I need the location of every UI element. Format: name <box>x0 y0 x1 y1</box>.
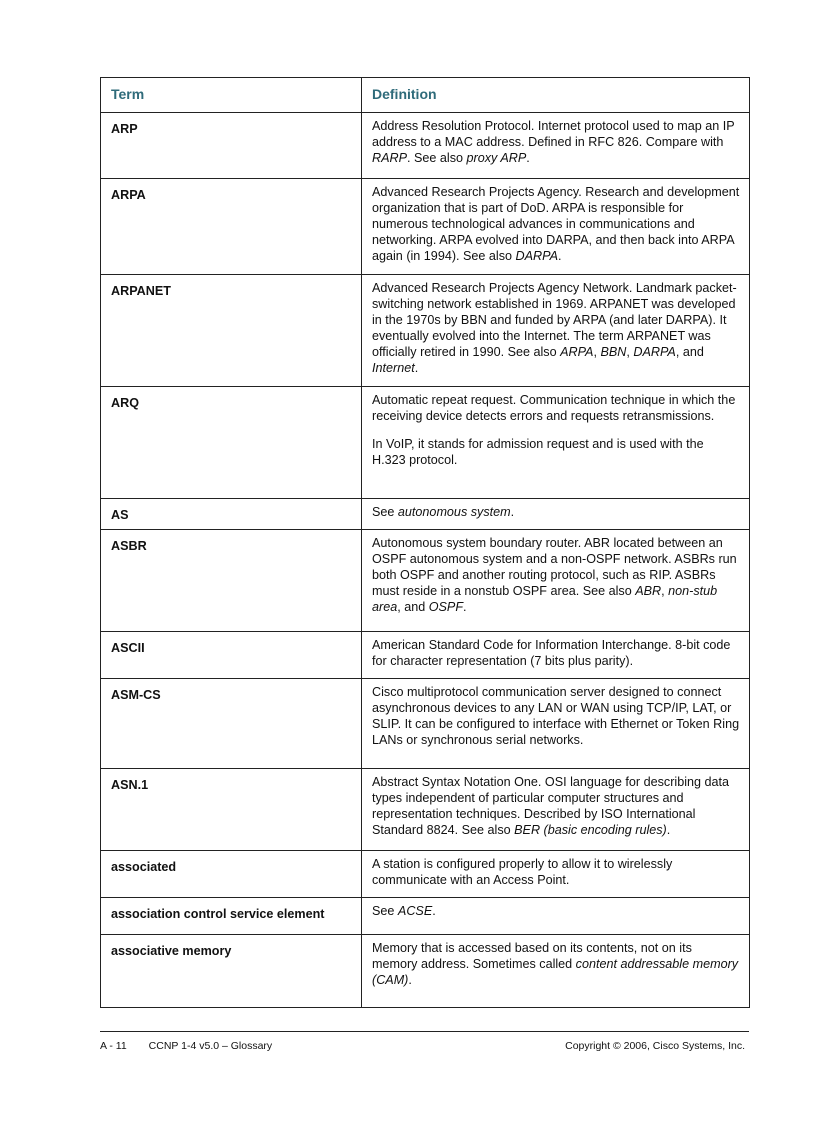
definition-text: , and <box>397 600 429 614</box>
definition-text: , <box>593 345 601 359</box>
cross-reference: DARPA <box>515 249 558 263</box>
definition-text: In VoIP, it stands for admission request and is used with the H.323 protocol. <box>372 437 704 467</box>
cross-reference: DARPA <box>633 345 676 359</box>
glossary-rows <box>101 113 750 1008</box>
definition-text: . <box>510 505 515 519</box>
glossary-term: ASN.1 <box>101 769 362 851</box>
glossary-definition <box>362 898 750 935</box>
definition-text: . <box>526 151 530 165</box>
glossary-table <box>100 77 750 1008</box>
definition-paragraph <box>372 280 740 376</box>
glossary-term: ARPANET <box>101 275 362 387</box>
cross-reference: BBN <box>600 345 627 359</box>
table-row <box>101 632 750 679</box>
term-column-header: Term <box>101 78 362 113</box>
glossary-definition <box>362 499 750 530</box>
cross-reference: autonomous system <box>397 505 511 519</box>
glossary-definition <box>362 275 750 387</box>
table-row <box>101 935 750 1008</box>
glossary-term: AS <box>101 499 362 530</box>
table-row <box>101 387 750 499</box>
glossary-term: ASBR <box>101 530 362 632</box>
definition-paragraph <box>372 504 740 520</box>
definition-text: See <box>372 904 398 918</box>
definition-text: . <box>463 600 467 614</box>
definition-paragraph <box>372 392 740 424</box>
cross-reference: OSPF <box>428 600 464 614</box>
glossary-definition <box>362 851 750 898</box>
definition-text: . <box>558 249 562 263</box>
table-row <box>101 275 750 387</box>
definition-paragraph <box>372 184 740 264</box>
table-row <box>101 679 750 769</box>
definition-text: A station is configured properly to allow it to wirelessly communicate with an Access Point. <box>372 857 673 887</box>
cross-reference: non-stub area <box>372 584 718 614</box>
glossary-term: ARP <box>101 113 362 179</box>
definition-text: . <box>432 904 436 918</box>
definition-text: See <box>372 505 398 519</box>
cross-reference: ARPA <box>560 345 594 359</box>
header-row <box>101 78 750 113</box>
definition-text: Autonomous system boundary router. ABR located between an OSPF autonomous system and a non-OSPF network. ASBRs run both OSPF and another routing protocol, such as RIP. ASBRs must reside in a nonstub OSPF area. See also <box>372 536 737 598</box>
document-title: CCNP 1-4 v5.0 – Glossary <box>148 1040 273 1052</box>
definition-paragraph <box>372 774 740 838</box>
definition-text: . <box>414 361 419 375</box>
definition-text: American Standard Code for Information Interchange. 8-bit code for character representation (7 bits plus parity). <box>372 638 731 668</box>
definition-text: . See also <box>407 151 467 165</box>
glossary-term: ASCII <box>101 632 362 679</box>
glossary-definition <box>362 530 750 632</box>
definition-text: Memory that is accessed based on its contents, not on its memory address. Sometimes called <box>372 941 692 971</box>
definition-paragraph <box>372 684 740 748</box>
table-row <box>101 113 750 179</box>
glossary-definition <box>362 387 750 499</box>
table-row <box>101 530 750 632</box>
definition-text: Automatic repeat request. Communication technique in which the receiving device detects errors and requests retransmissions. <box>372 393 736 423</box>
footer-left <box>100 1040 272 1052</box>
definition-text: Abstract Syntax Notation One. OSI language for describing data types independent of particular computer structures and representation techniques. Described by ISO International Standard 8824. See also <box>372 775 730 837</box>
cross-reference: proxy ARP <box>466 151 527 165</box>
definition-text: . <box>408 973 412 987</box>
definition-paragraph <box>372 637 740 669</box>
page-footer <box>100 1031 749 1052</box>
glossary-definition <box>362 632 750 679</box>
glossary-definition <box>362 935 750 1008</box>
cross-reference: Internet <box>372 361 415 375</box>
definition-text: , <box>626 345 634 359</box>
definition-text: Cisco multiprotocol communication server designed to connect asynchronous devices to any LAN or WAN using TCP/IP, LAT, or SLIP. It can be configured to interface with Ethernet or Token Ring LANs or synchronous serial networks. <box>372 685 740 747</box>
cross-reference: content addressable memory (CAM) <box>372 957 739 987</box>
definition-paragraph <box>372 903 740 919</box>
cross-reference: ACSE <box>397 904 433 918</box>
table-row <box>101 851 750 898</box>
cross-reference: RARP <box>372 151 407 165</box>
glossary-term: ARQ <box>101 387 362 499</box>
glossary-term: association control service element <box>101 898 362 935</box>
glossary-definition <box>362 179 750 275</box>
definition-paragraph <box>372 940 740 988</box>
definition-text: , <box>661 584 669 598</box>
definition-text: Advanced Research Projects Agency. Research and development organization that is part of DoD. ARPA is responsible for numerous technological advances in communications and networking. ARPA evolved into DARPA, and then back into ARPA again (in 1994). See also <box>372 185 740 263</box>
definition-paragraph <box>372 436 740 468</box>
definition-text: , and <box>675 345 704 359</box>
table-row <box>101 499 750 530</box>
definition-paragraph <box>372 118 740 166</box>
table-row <box>101 769 750 851</box>
copyright-notice: Copyright © 2006, Cisco Systems, Inc. <box>565 1040 745 1052</box>
glossary-definition <box>362 769 750 851</box>
page-number: A - 11 <box>100 1040 127 1052</box>
definition-paragraph <box>372 856 740 888</box>
table-row <box>101 179 750 275</box>
cross-reference: BER (basic encoding rules) <box>514 823 667 837</box>
cross-reference: ABR <box>635 584 662 598</box>
definition-column-header: Definition <box>362 78 750 113</box>
definition-text: Advanced Research Projects Agency Network. Landmark packet-switching network established in 1969. ARPANET was developed in the 1970s by BBN and funded by ARPA (and later DARPA). It eventually evolved into the Internet. The term ARPANET was officially retired in 1990. See also <box>372 281 737 359</box>
definition-paragraph <box>372 535 740 615</box>
glossary-term: associative memory <box>101 935 362 1008</box>
glossary-term: associated <box>101 851 362 898</box>
glossary-term: ASM-CS <box>101 679 362 769</box>
definition-text: Address Resolution Protocol. Internet protocol used to map an IP address to a MAC address. Defined in RFC 826. Compare with <box>372 119 735 149</box>
definition-text: . <box>666 823 671 837</box>
glossary-definition <box>362 679 750 769</box>
glossary-term: ARPA <box>101 179 362 275</box>
glossary-definition <box>362 113 750 179</box>
table-row <box>101 898 750 935</box>
